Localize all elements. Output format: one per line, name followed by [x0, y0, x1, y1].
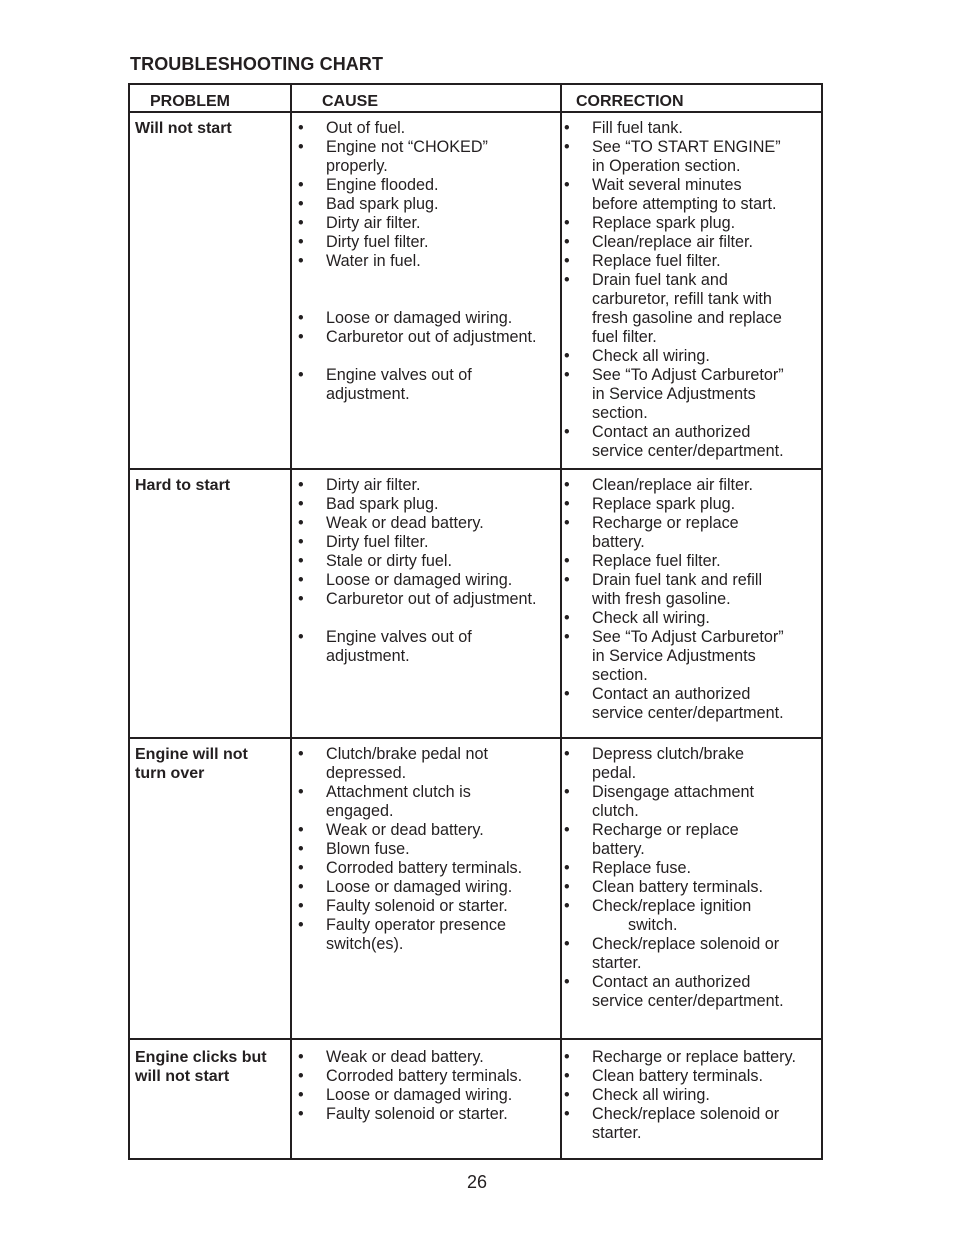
list-item-text: Water in fuel. — [326, 252, 421, 270]
list-item — [298, 176, 560, 195]
list-item-text: Replace spark plug. — [592, 214, 736, 232]
bullet-icon: • — [298, 328, 304, 346]
bullet-icon: • — [564, 1105, 570, 1123]
bullet-icon: • — [564, 1086, 570, 1104]
bullet-icon: • — [564, 571, 570, 589]
cause-list — [298, 1048, 560, 1124]
cause-list — [298, 119, 560, 404]
list-item — [564, 973, 822, 1011]
bullet-icon: • — [298, 571, 304, 589]
list-item — [298, 590, 560, 628]
bullet-icon: • — [298, 233, 304, 251]
correction-list — [564, 119, 822, 461]
list-item — [564, 271, 822, 347]
list-item-text: Check/replace ignition switch. — [592, 897, 752, 934]
bullet-icon: • — [564, 685, 570, 703]
list-item-text: Loose or damaged wiring. — [326, 1086, 513, 1104]
list-item — [298, 821, 560, 840]
list-item-text: Stale or dirty fuel. — [326, 552, 452, 570]
list-item-text: Dirty air filter. — [326, 476, 421, 494]
bullet-icon: • — [564, 821, 570, 839]
bullet-icon: • — [564, 252, 570, 270]
list-item — [298, 233, 560, 252]
bullet-icon: • — [298, 1048, 304, 1066]
problem-label: Hard to start — [135, 477, 231, 494]
list-item-text: Blown fuse. — [326, 840, 410, 858]
list-item — [298, 214, 560, 233]
list-item-text: Recharge or replace battery. — [592, 1048, 796, 1066]
header-correction: CORRECTION — [576, 93, 684, 110]
list-item-text: Loose or damaged wiring. — [326, 878, 513, 896]
list-item-text: Check all wiring. — [592, 347, 710, 365]
list-item-text: Recharge or replace battery. — [592, 821, 739, 858]
list-item-text: Disengage attachment clutch. — [592, 783, 754, 820]
problem-label: Will not start — [135, 120, 232, 137]
list-item — [298, 309, 560, 328]
list-item — [564, 571, 822, 609]
bullet-icon: • — [298, 366, 304, 384]
list-item-text: Carburetor out of adjustment. — [326, 328, 537, 346]
list-item — [298, 495, 560, 514]
bullet-icon: • — [298, 859, 304, 877]
page-title: TROUBLESHOOTING CHART — [130, 54, 384, 74]
list-item-text: Contact an authorized service center/department. — [592, 973, 784, 1010]
list-item — [564, 552, 822, 571]
list-item — [298, 840, 560, 859]
list-item — [298, 119, 560, 138]
bullet-icon: • — [298, 1067, 304, 1085]
list-item-text: Contact an authorized service center/department. — [592, 423, 784, 460]
correction-list — [564, 476, 822, 723]
bullet-icon: • — [564, 233, 570, 251]
bullet-icon: • — [564, 214, 570, 232]
list-item-text: See “To Adjust Carburetor” in Service Adjustments section. — [592, 628, 784, 684]
bullet-icon: • — [564, 366, 570, 384]
cause-list — [298, 745, 560, 954]
bullet-icon: • — [298, 176, 304, 194]
list-item-text: Attachment clutch is engaged. — [326, 783, 471, 820]
bullet-icon: • — [298, 138, 304, 156]
bullet-icon: • — [298, 252, 304, 270]
bullet-icon: • — [564, 609, 570, 627]
bullet-icon: • — [298, 214, 304, 232]
list-item-text: Replace fuse. — [592, 859, 691, 877]
list-item-text: Clean battery terminals. — [592, 878, 763, 896]
list-item-text: Out of fuel. — [326, 119, 406, 137]
list-item — [564, 176, 822, 214]
bullet-icon: • — [298, 1105, 304, 1123]
list-item-text: Recharge or replace battery. — [592, 514, 739, 551]
list-item-text: Engine valves out of adjustment. — [326, 628, 472, 665]
list-item — [564, 514, 822, 552]
bullet-icon: • — [564, 1067, 570, 1085]
list-item-text: Fill fuel tank. — [592, 119, 683, 137]
bullet-icon: • — [564, 628, 570, 646]
list-item — [298, 476, 560, 495]
list-item — [298, 1048, 560, 1067]
list-item-text: Loose or damaged wiring. — [326, 571, 513, 589]
list-item-text: Faulty solenoid or starter. — [326, 897, 508, 915]
bullet-icon: • — [564, 495, 570, 513]
list-item — [564, 628, 822, 685]
list-item — [298, 1086, 560, 1105]
list-item-text: Check all wiring. — [592, 609, 710, 627]
list-item — [564, 423, 822, 461]
bullet-icon: • — [564, 1048, 570, 1066]
bullet-icon: • — [298, 590, 304, 608]
correction-list — [564, 1048, 822, 1143]
list-item-text: Corroded battery terminals. — [326, 859, 523, 877]
list-item-text: Faulty solenoid or starter. — [326, 1105, 508, 1123]
bullet-icon: • — [298, 745, 304, 763]
bullet-icon: • — [298, 916, 304, 934]
list-item — [564, 685, 822, 723]
list-item-text: Bad spark plug. — [326, 495, 439, 513]
list-item-text: Depress clutch/brake pedal. — [592, 745, 745, 782]
page-number: 26 — [466, 1172, 488, 1192]
list-item-text: Replace fuel filter. — [592, 252, 721, 270]
list-item-text: Check/replace solenoid or starter. — [592, 935, 780, 972]
list-item-text: Dirty air filter. — [326, 214, 421, 232]
list-item — [564, 783, 822, 821]
bullet-icon: • — [298, 552, 304, 570]
list-item — [564, 897, 822, 935]
bullet-icon: • — [298, 628, 304, 646]
list-item-text: Engine not “CHOKED” properly. — [326, 138, 488, 175]
row-divider — [130, 737, 821, 739]
list-item-text: Replace fuel filter. — [592, 552, 721, 570]
row-divider — [130, 1038, 821, 1040]
bullet-icon: • — [564, 878, 570, 896]
list-item — [564, 366, 822, 423]
bullet-icon: • — [298, 476, 304, 494]
list-item-text: Clean/replace air filter. — [592, 233, 754, 251]
list-item-text: Clutch/brake pedal not depressed. — [326, 745, 488, 782]
list-item-text: Dirty fuel filter. — [326, 533, 429, 551]
bullet-icon: • — [564, 271, 570, 289]
list-item-text: See “To Adjust Carburetor” in Service Adjustments section. — [592, 366, 784, 422]
bullet-icon: • — [564, 897, 570, 915]
bullet-icon: • — [564, 552, 570, 570]
list-item-text: Weak or dead battery. — [326, 821, 484, 839]
list-item — [298, 366, 560, 404]
cause-list — [298, 476, 560, 666]
list-item-text: Weak or dead battery. — [326, 514, 484, 532]
list-item — [298, 1105, 560, 1124]
list-item-text: See “TO START ENGINE” in Operation section. — [592, 138, 781, 175]
bullet-icon: • — [564, 973, 570, 991]
bullet-icon: • — [564, 745, 570, 763]
bullet-icon: • — [564, 119, 570, 137]
list-item — [564, 1048, 822, 1067]
list-item — [564, 1067, 822, 1086]
correction-list — [564, 745, 822, 1011]
problem-label: Engine will not turn over — [135, 746, 248, 782]
bullet-icon: • — [298, 533, 304, 551]
bullet-icon: • — [564, 138, 570, 156]
bullet-icon: • — [298, 840, 304, 858]
header-problem: PROBLEM — [150, 93, 230, 110]
troubleshooting-table — [128, 83, 823, 1160]
bullet-icon: • — [564, 476, 570, 494]
list-item — [564, 1086, 822, 1105]
list-item-text: Dirty fuel filter. — [326, 233, 429, 251]
list-item — [298, 628, 560, 666]
list-item — [298, 552, 560, 571]
bullet-icon: • — [564, 423, 570, 441]
list-item — [564, 476, 822, 495]
list-item — [298, 897, 560, 916]
list-item — [564, 119, 822, 138]
bullet-icon: • — [298, 119, 304, 137]
bullet-icon: • — [298, 878, 304, 896]
list-item — [564, 347, 822, 366]
bullet-icon: • — [298, 495, 304, 513]
bullet-icon: • — [298, 783, 304, 801]
list-item — [298, 859, 560, 878]
list-item-text: Clean/replace air filter. — [592, 476, 754, 494]
bullet-icon: • — [564, 347, 570, 365]
list-item-text: Loose or damaged wiring. — [326, 309, 513, 327]
list-item-text: Contact an authorized service center/department. — [592, 685, 784, 722]
list-item — [298, 878, 560, 897]
list-item-text: Wait several minutes before attempting to start. — [592, 176, 777, 213]
list-item-text: Weak or dead battery. — [326, 1048, 484, 1066]
list-item — [564, 138, 822, 176]
bullet-icon: • — [298, 821, 304, 839]
bullet-icon: • — [298, 309, 304, 327]
list-item — [564, 821, 822, 859]
list-item-text: Engine flooded. — [326, 176, 439, 194]
list-item — [298, 195, 560, 214]
list-item-text: Replace spark plug. — [592, 495, 736, 513]
list-item-text: Bad spark plug. — [326, 195, 439, 213]
column-divider — [560, 85, 562, 1158]
bullet-icon: • — [564, 859, 570, 877]
list-item — [564, 878, 822, 897]
bullet-icon: • — [564, 783, 570, 801]
list-item — [298, 916, 560, 954]
column-divider — [290, 85, 292, 1158]
list-item — [298, 783, 560, 821]
list-item-text: Check/replace solenoid or starter. — [592, 1105, 780, 1142]
list-item — [564, 859, 822, 878]
list-item-text: Carburetor out of adjustment. — [326, 590, 537, 608]
bullet-icon: • — [564, 935, 570, 953]
bullet-icon: • — [298, 1086, 304, 1104]
list-item-text: Faulty operator presence switch(es). — [326, 916, 506, 953]
bullet-icon: • — [564, 514, 570, 532]
bullet-icon: • — [298, 514, 304, 532]
list-item — [564, 935, 822, 973]
list-item — [564, 745, 822, 783]
list-item — [298, 252, 560, 309]
list-item-text: Drain fuel tank and refill with fresh gasoline. — [592, 571, 763, 608]
list-item — [564, 609, 822, 628]
list-item — [564, 214, 822, 233]
bullet-icon: • — [564, 176, 570, 194]
list-item — [564, 495, 822, 514]
list-item-text: Clean battery terminals. — [592, 1067, 763, 1085]
list-item — [564, 1105, 822, 1143]
problem-label: Engine clicks but will not start — [135, 1049, 267, 1085]
list-item — [298, 745, 560, 783]
header-cause: CAUSE — [322, 93, 379, 110]
list-item — [564, 233, 822, 252]
list-item — [298, 514, 560, 533]
list-item — [298, 571, 560, 590]
list-item — [298, 138, 560, 176]
list-item-text: Engine valves out of adjustment. — [326, 366, 472, 403]
list-item-text: Drain fuel tank and carburetor, refill tank with fresh gasoline and replace fuel filter. — [592, 271, 782, 346]
bullet-icon: • — [298, 897, 304, 915]
bullet-icon: • — [298, 195, 304, 213]
list-item-text: Corroded battery terminals. — [326, 1067, 523, 1085]
list-item — [298, 533, 560, 552]
list-item — [298, 1067, 560, 1086]
list-item — [298, 328, 560, 366]
list-item-text: Check all wiring. — [592, 1086, 710, 1104]
list-item — [564, 252, 822, 271]
row-divider — [130, 468, 821, 470]
row-divider — [130, 111, 821, 113]
